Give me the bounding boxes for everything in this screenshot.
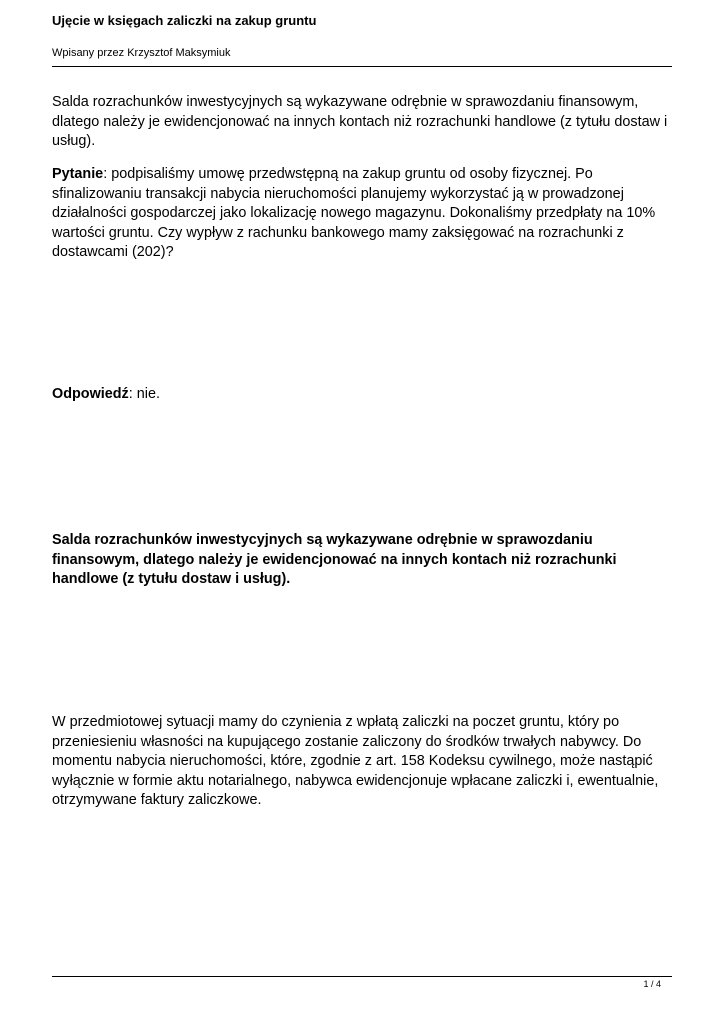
body-paragraph: W przedmiotowej sytuacji mamy do czynienia z wpłatą zaliczki na poczet gruntu, który po przeniesieniu własności na kupującego zostanie zaliczony do środków trwałych nabywcy. Do momentu nabycia nieruchomości, które, zgodnie z art. 158 Kodeksu cywilnego, może nastąpić wyłącznie w formie aktu notarialnego, nabywca ewidencjonuje wpłacane zaliczki i, ewentualnie, otrzymywane faktury zaliczkowe. — [52, 714, 659, 809]
document-title: Ujęcie w księgach zaliczki na zakup gruntu — [52, 13, 317, 28]
answer-paragraph — [52, 385, 677, 405]
answer-label: Odpowiedź — [52, 386, 129, 402]
bold-summary-paragraph: Salda rozrachunków inwestycyjnych są wykazywane odrębnie w sprawozdaniu finansowym, dlatego należy je ewidencjonować na innych kontach niż rozrachunki handlowe (z tytułu dostaw i usług). — [52, 532, 617, 588]
question-paragraph — [52, 165, 677, 263]
author-line: Wpisany przez Krzysztof Maksymiuk — [52, 47, 231, 59]
intro-paragraph: Salda rozrachunków inwestycyjnych są wykazywane odrębnie w sprawozdaniu finansowym, dlatego należy je ewidencjonować na innych kontach niż rozrachunki handlowe (z tytułu dostaw i usług). — [52, 94, 668, 150]
footer-divider — [52, 976, 672, 977]
answer-text: : nie. — [128, 386, 160, 402]
question-label: Pytanie — [52, 166, 104, 182]
page-number: 1 / 4 — [643, 979, 661, 989]
question-text: : podpisaliśmy umowę przedwstępną na zakup gruntu od osoby fizycznej. Po sfinalizowaniu transakcji nabycia nieruchomości planujemy wykorzystać ją w prowadzonej działalności gospodarczej jako lokalizację nowego magazynu. Dokonaliśmy przedpłaty na 10% wartości gruntu. Czy wypływ z rachunku bankowego mamy zaksięgować na rozrachunki z dostawcami (202)? — [52, 166, 656, 261]
header-divider — [52, 66, 672, 67]
